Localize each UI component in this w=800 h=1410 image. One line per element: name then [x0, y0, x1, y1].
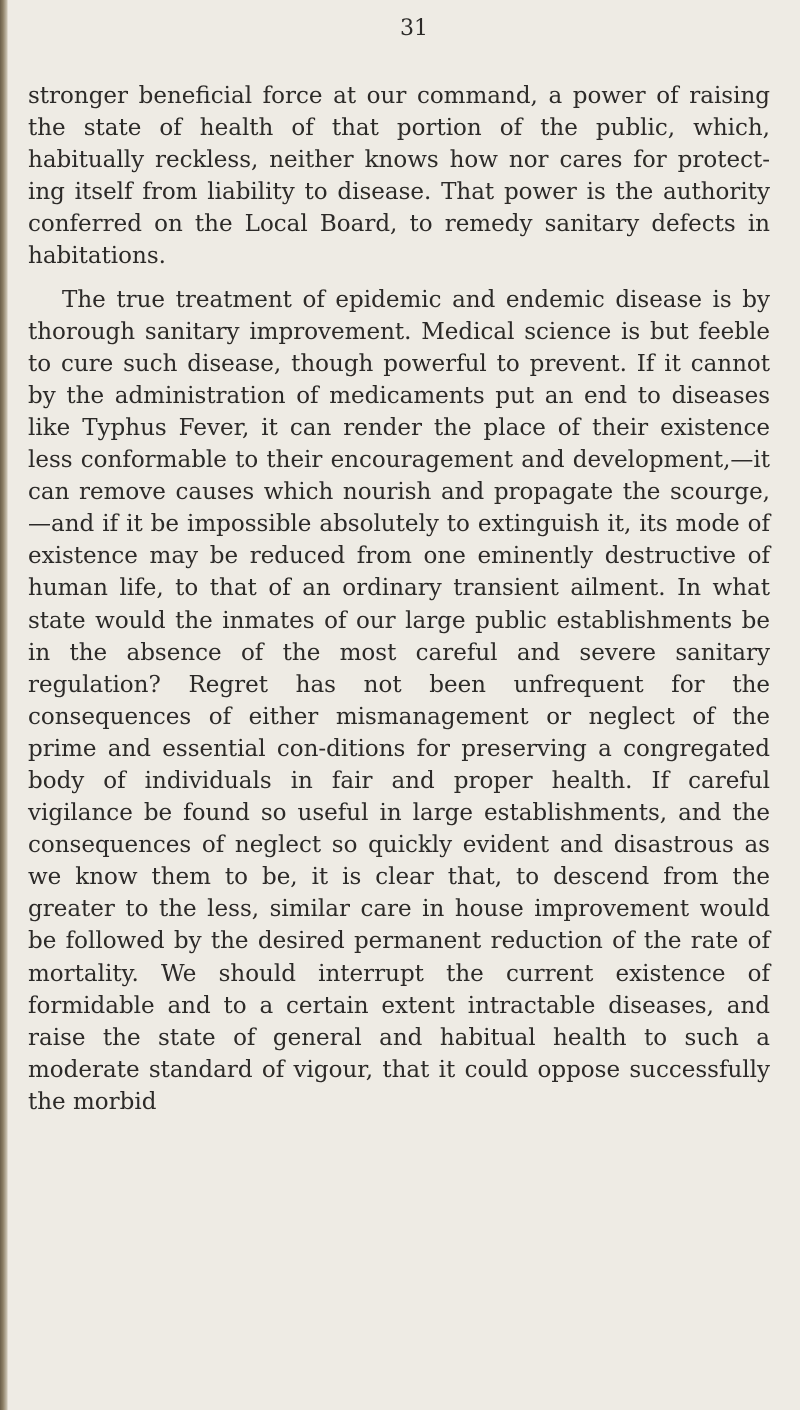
paragraph-sanitary-improvement: The true treatment of epidemic and endemic disease is by thorough sanitary improvement. Medical science is but feeble to cure such disease, though powerful to prevent. If it cannot by the administration of medicaments put an end to diseases like Typhus Fever, it can render the place of their existence less conformable to their encouragement and development,—it can remove causes which nourish and propagate the scourge,—and if it be impossible absolutely to extinguish it, its mode of existence may be reduced from one eminently destructive of human life, to that of an ordinary transient ailment. In what state would the inmates of our large public establishments be in the absence of the most careful and severe sanitary regulation? Regret has not been unfrequent for the consequences of either mismanagement or neglect of the prime and essential con-ditions for preserving a congregated body of individuals in fair and proper health. If careful vigilance be found so useful in large establishments, and the consequences of neglect so quickly evident and disastrous as we know them to be, it is clear that, to descend from the greater to the less, similar care in house improvement would be followed by the desired permanent reduction of the rate of mortality. We should interrupt the current existence of formidable and to a certain extent intractable diseases, and raise the state of general and habitual health to such a moderate standard of vigour, that it could oppose successfully the morbid — [28, 286, 770, 1115]
paragraph-continued: stronger beneficial force at our command, a power of raising the state of health of that portion of the public, which, habitually reckless, neither knows how nor cares for protect-ing itself from liability to disease. That power is the authority conferred on the Local Board, to remedy sanitary defects in habitations. — [28, 83, 770, 270]
page-number: 31 — [400, 16, 428, 41]
page-binding-edge — [0, 0, 8, 1410]
document-page — [28, 14, 770, 1118]
